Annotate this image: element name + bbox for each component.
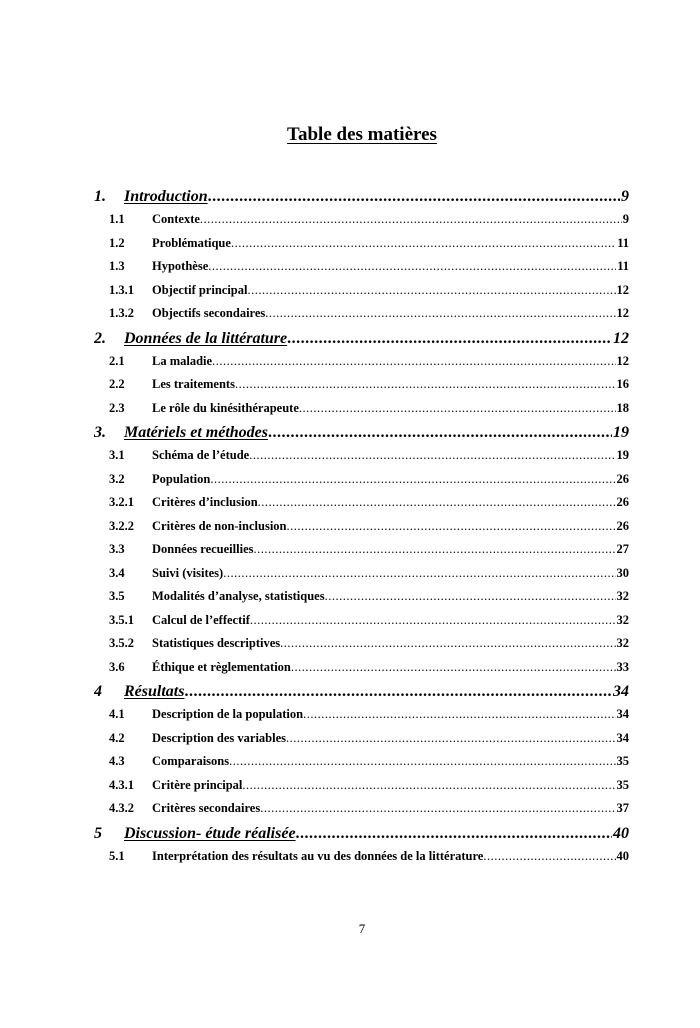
- toc-entry-label: Calcul de l’effectif: [152, 612, 250, 627]
- toc-section-entry[interactable]: [94, 401, 629, 425]
- toc-entry-number: 5: [94, 824, 102, 842]
- toc-dot-leader: [210, 472, 615, 487]
- toc-entry-number: 1.3.1: [109, 282, 134, 297]
- toc-section-entry[interactable]: [94, 448, 629, 472]
- toc-entry-number: 3.2: [109, 471, 125, 486]
- toc-entry-label: Critères d’inclusion: [152, 495, 258, 509]
- toc-entry-label: Contexte: [152, 212, 200, 226]
- toc-chapter-entry[interactable]: [94, 683, 629, 707]
- toc-dot-leader: [291, 660, 616, 675]
- toc-dot-leader: [247, 283, 615, 298]
- toc-entry-number: 4.3.1: [109, 777, 134, 792]
- toc-entry-number: 3.: [94, 424, 106, 441]
- toc-section-entry[interactable]: [94, 731, 629, 755]
- toc-entry-page: 30: [616, 565, 629, 580]
- toc-entry-page: 37: [616, 801, 629, 815]
- toc-entry-number: 4.3: [109, 754, 125, 768]
- toc-entry-page: 9: [622, 212, 629, 226]
- toc-entry-page: 26: [616, 518, 629, 533]
- toc-entry-label: Comparaisons: [152, 754, 230, 768]
- toc-dot-leader: [235, 377, 616, 392]
- toc-entry-page: 19: [616, 448, 629, 462]
- toc-section-entry[interactable]: [94, 778, 629, 802]
- toc-entry-page: 34: [613, 683, 629, 700]
- toc-entry-label: Description des variables: [152, 730, 287, 745]
- toc-section-entry[interactable]: [94, 589, 629, 613]
- toc-entry-label: Éthique et règlementation: [152, 659, 291, 674]
- toc-entry-number: 4: [94, 683, 102, 700]
- toc-entry-page: 40: [616, 848, 629, 863]
- toc-entry-page: 34: [616, 707, 629, 721]
- toc-entry-label: Hypothèse: [152, 259, 209, 273]
- page-title: Table des matières: [287, 124, 437, 145]
- toc-section-entry[interactable]: [94, 472, 629, 496]
- toc-dot-leader: [231, 236, 616, 251]
- toc-entry-page: 32: [616, 589, 629, 603]
- toc-entry-page: 18: [616, 400, 629, 415]
- toc-entry-label: Objectifs secondaires: [152, 306, 266, 320]
- toc-entry-page: 32: [616, 612, 629, 627]
- toc-dot-leader: [286, 731, 615, 746]
- toc-dot-leader: [249, 448, 615, 463]
- toc-entry-number: 2.3: [109, 400, 125, 415]
- toc-section-entry[interactable]: [94, 306, 629, 330]
- toc-dot-leader: [208, 259, 616, 274]
- toc-entry-number: 4.2: [109, 730, 125, 745]
- toc-section-entry[interactable]: [94, 707, 629, 731]
- toc-entry-label: Description de la population: [152, 707, 304, 721]
- toc-entry-label: Les traitements: [152, 377, 235, 391]
- toc-entry-label: Discussion- étude réalisée: [124, 824, 296, 842]
- toc-section-entry[interactable]: [94, 613, 629, 637]
- toc-entry-number: 1.: [94, 188, 106, 205]
- toc-dot-leader: [242, 778, 615, 793]
- toc-entry-label: Objectif principal: [152, 282, 248, 297]
- toc-chapter-entry[interactable]: [94, 825, 629, 849]
- toc-entry-page: 35: [616, 754, 629, 768]
- toc-entry-page: 12: [616, 353, 629, 368]
- toc-section-entry[interactable]: [94, 566, 629, 590]
- table-of-contents: [94, 188, 629, 872]
- toc-entry-label: Suivi (visites): [152, 565, 224, 580]
- toc-dot-leader: [296, 825, 612, 843]
- toc-entry-page: 11: [617, 259, 629, 273]
- toc-entry-number: 3.2.1: [109, 495, 134, 509]
- toc-entry-number: 1.3.2: [109, 306, 134, 320]
- toc-entry-number: 4.1: [109, 707, 125, 721]
- toc-dot-leader: [250, 613, 616, 628]
- toc-entry-page: 11: [617, 235, 629, 250]
- toc-section-entry[interactable]: [94, 519, 629, 543]
- toc-dot-leader: [260, 801, 615, 816]
- toc-entry-number: 1.3: [109, 259, 125, 273]
- toc-entry-page: 12: [616, 306, 629, 320]
- toc-entry-page: 33: [616, 659, 629, 674]
- toc-entry-page: 9: [621, 188, 629, 205]
- toc-dot-leader: [212, 354, 615, 369]
- toc-entry-page: 26: [616, 471, 629, 486]
- toc-section-entry[interactable]: [94, 236, 629, 260]
- toc-dot-leader: [258, 495, 616, 510]
- toc-entry-label: Population: [152, 471, 211, 486]
- toc-entry-number: 3.6: [109, 659, 125, 674]
- toc-dot-leader: [254, 542, 616, 557]
- toc-entry-label: Statistiques descriptives: [152, 636, 281, 650]
- toc-section-entry[interactable]: [94, 495, 629, 519]
- toc-entry-label: Le rôle du kinésithérapeute: [152, 400, 299, 415]
- toc-section-entry[interactable]: [94, 377, 629, 401]
- toc-dot-leader: [303, 707, 615, 722]
- toc-entry-label: La maladie: [152, 353, 213, 368]
- toc-entry-number: 3.2.2: [109, 518, 134, 533]
- toc-dot-leader: [280, 636, 615, 651]
- toc-dot-leader: [229, 754, 615, 769]
- toc-entry-label: Introduction: [124, 188, 208, 205]
- toc-dot-leader: [208, 188, 620, 206]
- toc-entry-number: 3.3: [109, 542, 125, 556]
- toc-entry-label: Critères de non-inclusion: [152, 518, 287, 533]
- toc-section-entry[interactable]: [94, 212, 629, 236]
- toc-section-entry[interactable]: [94, 849, 629, 873]
- toc-entry-label: Critère principal: [152, 777, 243, 792]
- toc-entry-label: Données recueillies: [152, 542, 254, 556]
- toc-entry-number: 3.5.2: [109, 636, 134, 650]
- toc-entry-label: Données de la littérature: [124, 329, 288, 347]
- toc-entry-page: 19: [613, 424, 629, 441]
- toc-dot-leader: [223, 566, 615, 581]
- toc-dot-leader: [287, 330, 612, 348]
- toc-chapter-entry[interactable]: [94, 188, 629, 212]
- toc-entry-page: 40: [613, 824, 629, 842]
- toc-section-entry[interactable]: [94, 259, 629, 283]
- toc-dot-leader: [287, 519, 616, 534]
- toc-chapter-entry[interactable]: [94, 330, 629, 354]
- toc-entry-label: Interprétation des résultats au vu des données de la littérature: [152, 848, 484, 863]
- toc-section-entry[interactable]: [94, 660, 629, 684]
- toc-section-entry[interactable]: [94, 283, 629, 307]
- toc-section-entry[interactable]: [94, 354, 629, 378]
- toc-entry-label: Modalités d’analyse, statistiques: [152, 589, 325, 603]
- toc-entry-page: 12: [613, 329, 629, 347]
- toc-entry-page: 26: [616, 495, 629, 509]
- toc-entry-number: 2.1: [109, 353, 125, 368]
- toc-dot-leader: [483, 849, 615, 864]
- toc-entry-number: 3.4: [109, 565, 125, 580]
- toc-entry-number: 1.1: [109, 212, 125, 226]
- toc-entry-page: 16: [616, 377, 629, 391]
- toc-entry-label: Matériels et méthodes: [124, 424, 268, 441]
- toc-entry-number: 3.1: [109, 448, 125, 462]
- toc-entry-page: 34: [616, 730, 629, 745]
- toc-entry-label: Schéma de l’étude: [152, 448, 250, 462]
- toc-entry-label: Résultats: [124, 683, 185, 700]
- toc-entry-number: 2.: [94, 329, 106, 347]
- toc-entry-label: Problématique: [152, 235, 231, 250]
- page-number: 7: [358, 921, 366, 936]
- toc-section-entry[interactable]: [94, 754, 629, 778]
- toc-entry-number: 3.5.1: [109, 612, 134, 627]
- toc-entry-page: 27: [616, 542, 629, 556]
- toc-entry-label: Critères secondaires: [152, 801, 261, 815]
- toc-entry-page: 12: [616, 282, 629, 297]
- toc-section-entry[interactable]: [94, 801, 629, 825]
- toc-entry-number: 5.1: [109, 848, 125, 863]
- toc-entry-page: 32: [616, 636, 629, 650]
- toc-dot-leader: [200, 212, 622, 227]
- toc-dot-leader: [268, 424, 612, 442]
- toc-entry-number: 2.2: [109, 377, 125, 391]
- toc-dot-leader: [184, 683, 612, 701]
- toc-entry-number: 1.2: [109, 235, 125, 250]
- toc-dot-leader: [299, 401, 616, 416]
- toc-entry-number: 4.3.2: [109, 801, 134, 815]
- toc-section-entry[interactable]: [94, 542, 629, 566]
- toc-dot-leader: [325, 589, 616, 604]
- toc-dot-leader: [265, 306, 615, 321]
- toc-chapter-entry[interactable]: [94, 424, 629, 448]
- toc-section-entry[interactable]: [94, 636, 629, 660]
- toc-entry-page: 35: [616, 777, 629, 792]
- toc-entry-number: 3.5: [109, 589, 125, 603]
